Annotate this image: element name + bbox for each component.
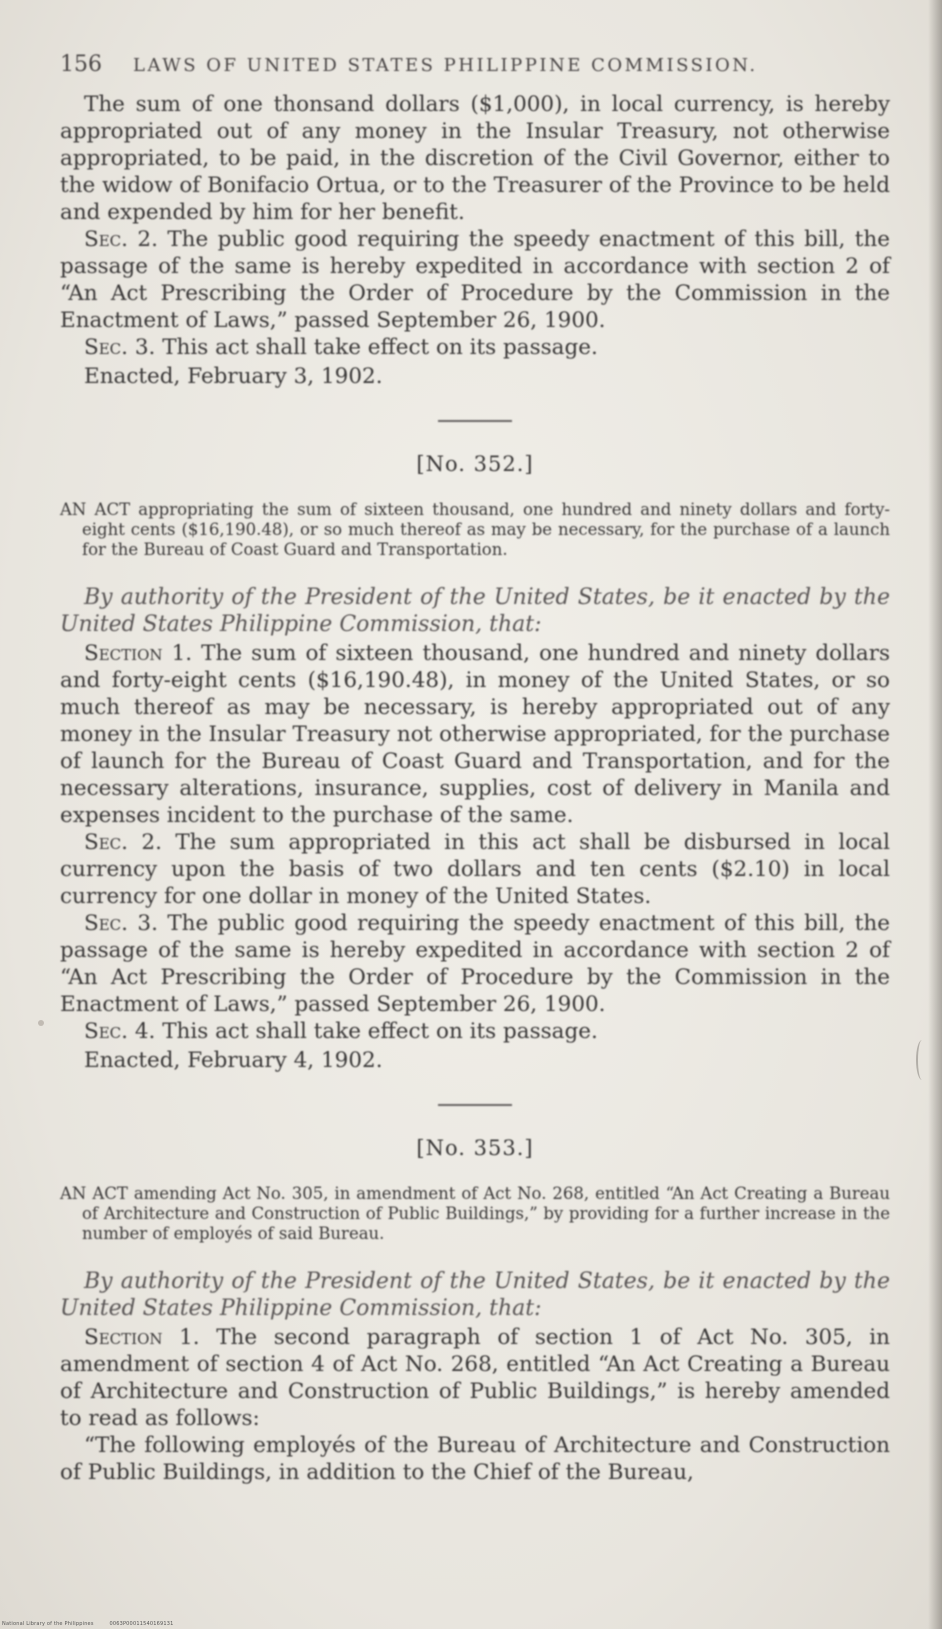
section-label: Sec. 3.: [84, 911, 158, 936]
binding-mark: [916, 1040, 928, 1080]
section-label: Section 1.: [84, 1325, 200, 1350]
act-353-summary: AN ACT amending Act No. 305, in amendment of Act No. 268, entitled “An Act Creating a Bureau of Architecture and Construction of Public Buildings,” by providing for a further increase in the number of employés of said Bureau.: [60, 1184, 890, 1243]
scan-footer: [2, 1621, 188, 1627]
act-352-enacting-clause: By authority of the President of the United States, be it enacted by the United States Philippine Commission, that:: [60, 585, 890, 637]
section-label: Sec. 4.: [84, 1019, 156, 1044]
page-edge-shadow: [928, 0, 942, 1629]
section-text: The sum of sixteen thousand, one hundred and ninety dollars and forty-eight cents ($16,190.48), in money of the United States, or so much thereof as may be necessary, is hereby appropriated out of any money in the Insular Treasury not otherwise appropriated, for the purchase of launch for the Bureau of Coast Guard and Transportation, and for the necessary alterations, insurance, supplies, cost of delivery in Manila and expenses incident to the purchase of the same.: [60, 641, 890, 828]
section-label: Sec. 2.: [84, 830, 162, 855]
page-header: [60, 52, 890, 77]
act-353-enacting-clause: By authority of the President of the United States, be it enacted by the United States Philippine Commission, that:: [60, 1269, 890, 1321]
act-353-number: [No. 353.]: [416, 1136, 534, 1160]
section-label: Sec. 2.: [84, 227, 158, 252]
section-text: This act shall take effect on its passage.: [162, 335, 598, 360]
act-351-section-1: The sum of one thonsand dollars ($1,000), in local currency, is hereby appropriated out of any money in the Insular Treasury, not otherwise appropriated, to be paid, in the discretion of the Civil Governor, either to the widow of Bonifacio Ortua, or to the Treasurer of the Province to be held and expended by him for her benefit.: [60, 92, 890, 225]
act-351-section-2: [60, 226, 890, 334]
section-text: The public good requiring the speedy enactment of this bill, the passage of the same is hereby expedited in accordance with section 2 of “An Act Prescribing the Order of Procedure by the Commission in the Enactment of Laws,” passed September 26, 1900.: [60, 227, 890, 333]
act-353-section-1: [60, 1324, 890, 1432]
act-352-summary: AN ACT appropriating the sum of sixteen thousand, one hundred and ninety dollars and forty-eight cents ($16,190.48), or so much thereof as may be necessary, for the purchase of a launch for the Bureau of Coast Guard and Transportation.: [60, 500, 890, 559]
running-title: LAWS OF UNITED STATES PHILIPPINE COMMISSION.: [133, 55, 758, 76]
act-352-section-3: [60, 910, 890, 1018]
act-352-section-4: [60, 1018, 890, 1045]
scan-speck: [38, 1020, 44, 1026]
section-text: This act shall take effect on its passage.: [162, 1019, 598, 1044]
library-credit: National Library of the Philippines: [2, 1621, 94, 1627]
section-text: The sum appropriated in this act shall be disbursed in local currency upon the basis of two dollars and ten cents ($2.10) in local currency for one dollar in money of the United States.: [60, 830, 890, 909]
section-label: Sec. 3.: [84, 335, 156, 360]
act-351-section-3: [60, 334, 890, 361]
act-353-quoted-text: “The following employés of the Bureau of Architecture and Construction of Public Buildings, in addition to the Chief of the Bureau,: [60, 1433, 890, 1485]
scan-reference: 0063P00011540169131: [109, 1621, 174, 1627]
section-label: Section 1.: [84, 641, 193, 666]
act-352-number: [No. 352.]: [416, 452, 534, 476]
section-divider: [438, 1104, 512, 1106]
section-text: The public good requiring the speedy enactment of this bill, the passage of the same is hereby expedited in accordance with section 2 of “An Act Prescribing the Order of Procedure by the Commission in the Enactment of Laws,” passed September 26, 1900.: [60, 911, 890, 1017]
act-351-enacted-date: Enacted, February 3, 1902.: [84, 364, 383, 389]
act-352-section-1: [60, 640, 890, 829]
page-content: [60, 52, 890, 1486]
section-text: The second paragraph of section 1 of Act No. 305, in amendment of section 4 of Act No. 268, entitled “An Act Creating a Bureau of Architecture and Construction of Public Buildings,” is hereby amended to read as follows:: [60, 1325, 891, 1431]
act-352-enacted-date: Enacted, February 4, 1902.: [84, 1048, 383, 1073]
page-number: 156: [60, 52, 102, 77]
section-divider: [438, 420, 512, 422]
act-352-section-2: [60, 829, 890, 910]
